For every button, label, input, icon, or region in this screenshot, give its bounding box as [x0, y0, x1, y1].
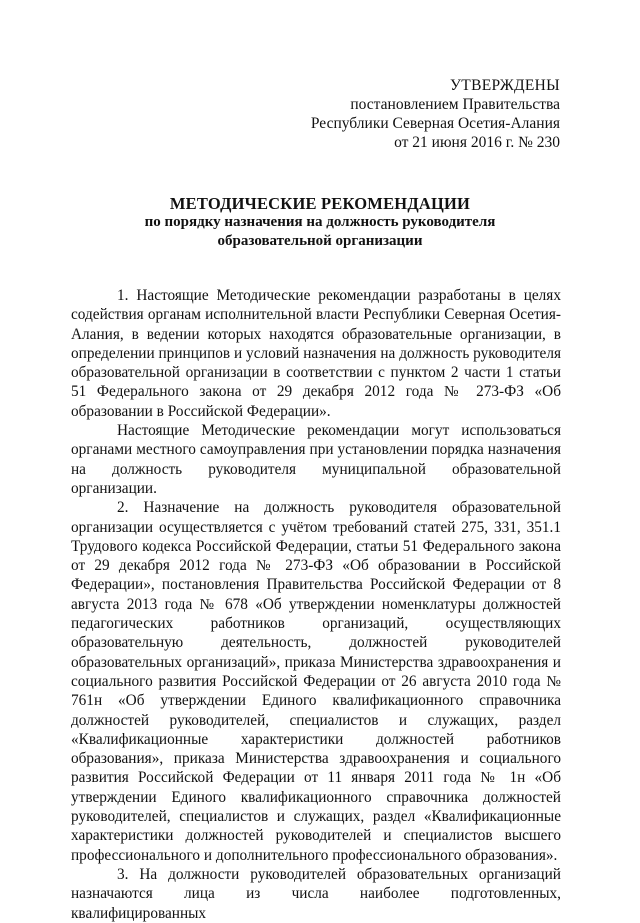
document-subtitle-line-1: по порядку назначения на должность руководителя — [144, 214, 496, 230]
document-title: МЕТОДИЧЕСКИЕ РЕКОМЕНДАЦИИ — [169, 194, 471, 213]
paragraph-2: Настоящие Методические рекомендации могут использоваться органами местного самоуправления при установлении порядка назначения на должность руководителя муниципальной образовательной организации. — [71, 422, 561, 497]
paragraph-3: 2. Назначение на должность руководителя образовательной организации осуществляется с учётом требований статей 275, 331, 351.1 Трудового кодекса Российской Федерации, статьи 51 Федерального закона от 29 декабря 2012 года № 273-ФЗ «Об образовании в Российской Федерации», постановления Правительства Российской Федерации от 8 августа 2013 года № 678 «Об утверждении номенклатуры должностей педагогических работников организаций, осуществляющих образовательную деятельность, должностей руководителей образовательных организаций», приказа Министерства здравоохранения и социального развития Российской Федерации от 26 августа 2010 года № 761н «Об утверждении Единого квалификационного справочника должностей руководителей, специалистов и служащих, раздел «Квалификационные характеристики должностей работников образования», приказа Министерства здравоохранения и социального развития Российской Федерации от 11 января 2011 года № 1н «Об утверждении Единого квалификационного справочника должностей руководителей, специалистов и служащих, раздел «Квалификационные характеристики должностей руководителей и специалистов высшего профессионального и дополнительного профессионального образования». — [71, 499, 561, 864]
document-body — [71, 286, 561, 923]
approval-title: УТВЕРЖДЕНЫ — [450, 77, 560, 94]
document-heading — [70, 194, 570, 251]
paragraph-4: 3. На должности руководителей образовательных организаций назначаются лица из числа наиболее подготовленных, квалифицированных — [71, 865, 561, 922]
approval-stamp — [311, 76, 560, 152]
approval-line-1: постановлением Правительства — [350, 96, 560, 113]
approval-line-3: от 21 июня 2016 г. № 230 — [394, 134, 560, 151]
paragraph-1: 1. Настоящие Методические рекомендации разработаны в целях содействия органам исполнительной власти Республики Северная Осетия-Алания, в ведении которых находятся образовательные организации, в определении принципов и условий назначения на должность руководителя образовательной организации в соответствии с пунктом 2 части 1 статьи 51 Федерального закона от 29 декабря 2012 года № 273-ФЗ «Об образовании в Российской Федерации». — [71, 287, 561, 420]
approval-line-2: Республики Северная Осетия-Алания — [310, 115, 560, 132]
document-subtitle-line-2: образовательной организации — [217, 233, 423, 249]
